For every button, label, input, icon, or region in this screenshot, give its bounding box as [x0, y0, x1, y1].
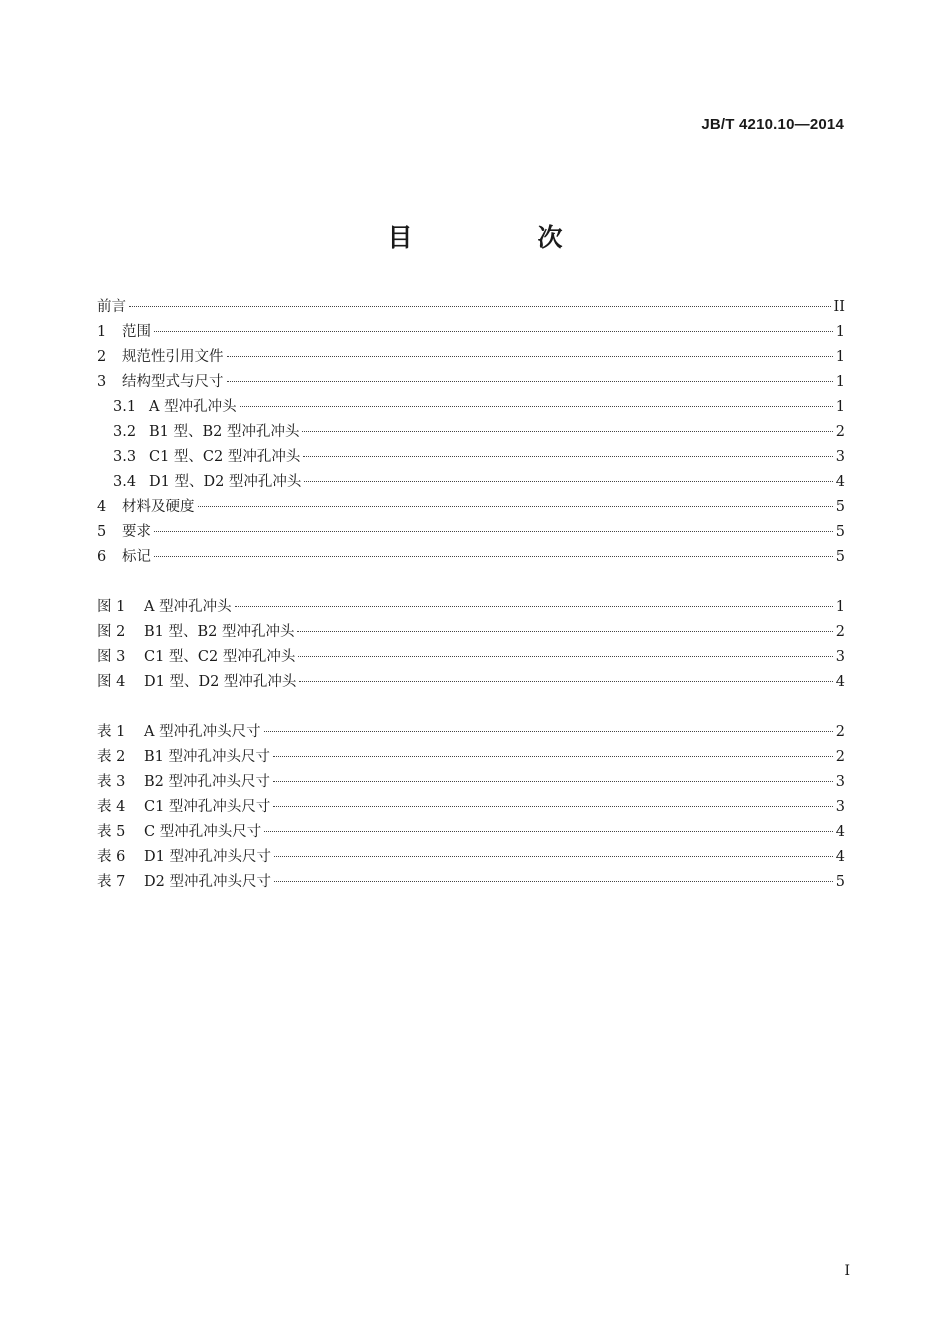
table-entry[interactable] [97, 795, 845, 820]
dot-leader [304, 481, 832, 482]
table-page: 4 [835, 824, 845, 840]
dot-leader [297, 631, 832, 632]
figure-entry[interactable] [97, 595, 845, 620]
table-number: 表 3 [97, 774, 126, 790]
table-entry[interactable] [97, 870, 845, 895]
dot-leader [264, 831, 833, 832]
dot-leader [302, 431, 832, 432]
toc-page: 5 [835, 499, 845, 515]
toc-label: 前言 [97, 299, 126, 315]
toc-number: 3.2 [113, 424, 137, 440]
table-page: 5 [835, 874, 845, 890]
dot-leader [235, 606, 833, 607]
table-label: B1 型冲孔冲头尺寸 [144, 749, 270, 765]
toc-sections [97, 295, 845, 570]
figure-label: A 型冲孔冲头 [144, 599, 232, 615]
toc-number: 3.3 [113, 449, 137, 465]
dot-leader [240, 406, 833, 407]
dot-leader [129, 306, 831, 307]
toc-label: B1 型、B2 型冲孔冲头 [149, 424, 300, 440]
toc-entry[interactable] [97, 545, 845, 570]
figure-page: 1 [835, 599, 845, 615]
dot-leader [227, 381, 833, 382]
toc-figures [97, 595, 845, 695]
toc-label: C1 型、C2 型冲孔冲头 [149, 449, 301, 465]
toc-label: 标记 [122, 549, 151, 565]
toc-number: 3.4 [113, 474, 137, 490]
table-number: 表 1 [97, 724, 126, 740]
toc-entry[interactable] [97, 320, 845, 345]
table-number: 表 2 [97, 749, 126, 765]
figure-entry[interactable] [97, 620, 845, 645]
dot-leader [273, 756, 833, 757]
toc-entry[interactable] [97, 295, 845, 320]
dot-leader [227, 356, 833, 357]
figure-page: 4 [835, 674, 845, 690]
table-number: 表 4 [97, 799, 126, 815]
table-label: C1 型冲孔冲头尺寸 [144, 799, 271, 815]
toc-number: 1 [97, 324, 107, 340]
toc-number: 2 [97, 349, 107, 365]
toc-number: 5 [97, 524, 107, 540]
toc-entry[interactable] [97, 345, 845, 370]
toc-page: 3 [835, 449, 845, 465]
table-page: 2 [835, 724, 845, 740]
table-entry[interactable] [97, 770, 845, 795]
toc-page: 1 [835, 349, 845, 365]
figure-label: D1 型、D2 型冲孔冲头 [144, 674, 297, 690]
dot-leader [198, 506, 833, 507]
table-label: A 型冲孔冲头尺寸 [144, 724, 261, 740]
page-number: I [844, 1263, 850, 1279]
toc-number: 4 [97, 499, 107, 515]
toc-subentry[interactable] [97, 395, 845, 420]
toc-page: 1 [835, 374, 845, 390]
figure-label: B1 型、B2 型冲孔冲头 [144, 624, 295, 640]
toc-subentry[interactable] [97, 470, 845, 495]
table-entry[interactable] [97, 845, 845, 870]
toc-number: 6 [97, 549, 107, 565]
standard-code: JB/T 4210.10—2014 [701, 116, 844, 133]
figure-number: 图 1 [97, 599, 126, 615]
table-label: D1 型冲孔冲头尺寸 [144, 849, 271, 865]
dot-leader [273, 781, 833, 782]
figure-page: 2 [835, 624, 845, 640]
table-page: 3 [835, 799, 845, 815]
toc-label: 结构型式与尺寸 [122, 374, 224, 390]
table-entry[interactable] [97, 720, 845, 745]
toc-page: 1 [835, 324, 845, 340]
table-number: 表 7 [97, 874, 126, 890]
table-page: 3 [835, 774, 845, 790]
dot-leader [154, 331, 833, 332]
toc-page: II [833, 299, 845, 315]
table-label: D2 型冲孔冲头尺寸 [144, 874, 271, 890]
toc-label: 要求 [122, 524, 151, 540]
table-number: 表 6 [97, 849, 126, 865]
dot-leader [154, 556, 833, 557]
toc-entry[interactable] [97, 370, 845, 395]
toc-label: 范围 [122, 324, 151, 340]
figure-number: 图 2 [97, 624, 126, 640]
toc-label: A 型冲孔冲头 [149, 399, 237, 415]
dot-leader [154, 531, 833, 532]
toc-subentry[interactable] [97, 420, 845, 445]
page-title: 目 次 [387, 223, 613, 252]
figure-entry[interactable] [97, 645, 845, 670]
toc-entry[interactable] [97, 495, 845, 520]
figure-page: 3 [835, 649, 845, 665]
table-entry[interactable] [97, 820, 845, 845]
table-label: C 型冲孔冲头尺寸 [144, 824, 262, 840]
toc-page: 4 [835, 474, 845, 490]
toc-label: 规范性引用文件 [122, 349, 224, 365]
table-number: 表 5 [97, 824, 126, 840]
toc-number: 3.1 [113, 399, 137, 415]
dot-leader [298, 656, 832, 657]
dot-leader [299, 681, 832, 682]
figure-number: 图 3 [97, 649, 126, 665]
toc-page: 2 [835, 424, 845, 440]
toc-number: 3 [97, 374, 107, 390]
dot-leader [264, 731, 833, 732]
dot-leader [274, 881, 833, 882]
table-entry[interactable] [97, 745, 845, 770]
toc-page: 5 [835, 524, 845, 540]
figure-label: C1 型、C2 型冲孔冲头 [144, 649, 296, 665]
toc-page: 1 [835, 399, 845, 415]
table-label: B2 型冲孔冲头尺寸 [144, 774, 270, 790]
toc-label: 材料及硬度 [122, 499, 195, 515]
toc-subentry[interactable] [97, 445, 845, 470]
toc-entry[interactable] [97, 520, 845, 545]
table-page: 4 [835, 849, 845, 865]
table-page: 2 [835, 749, 845, 765]
figure-entry[interactable] [97, 670, 845, 695]
dot-leader [303, 456, 832, 457]
toc-page: 5 [835, 549, 845, 565]
figure-number: 图 4 [97, 674, 126, 690]
dot-leader [274, 856, 833, 857]
toc-tables [97, 720, 845, 895]
dot-leader [273, 806, 832, 807]
toc-label: D1 型、D2 型冲孔冲头 [149, 474, 302, 490]
